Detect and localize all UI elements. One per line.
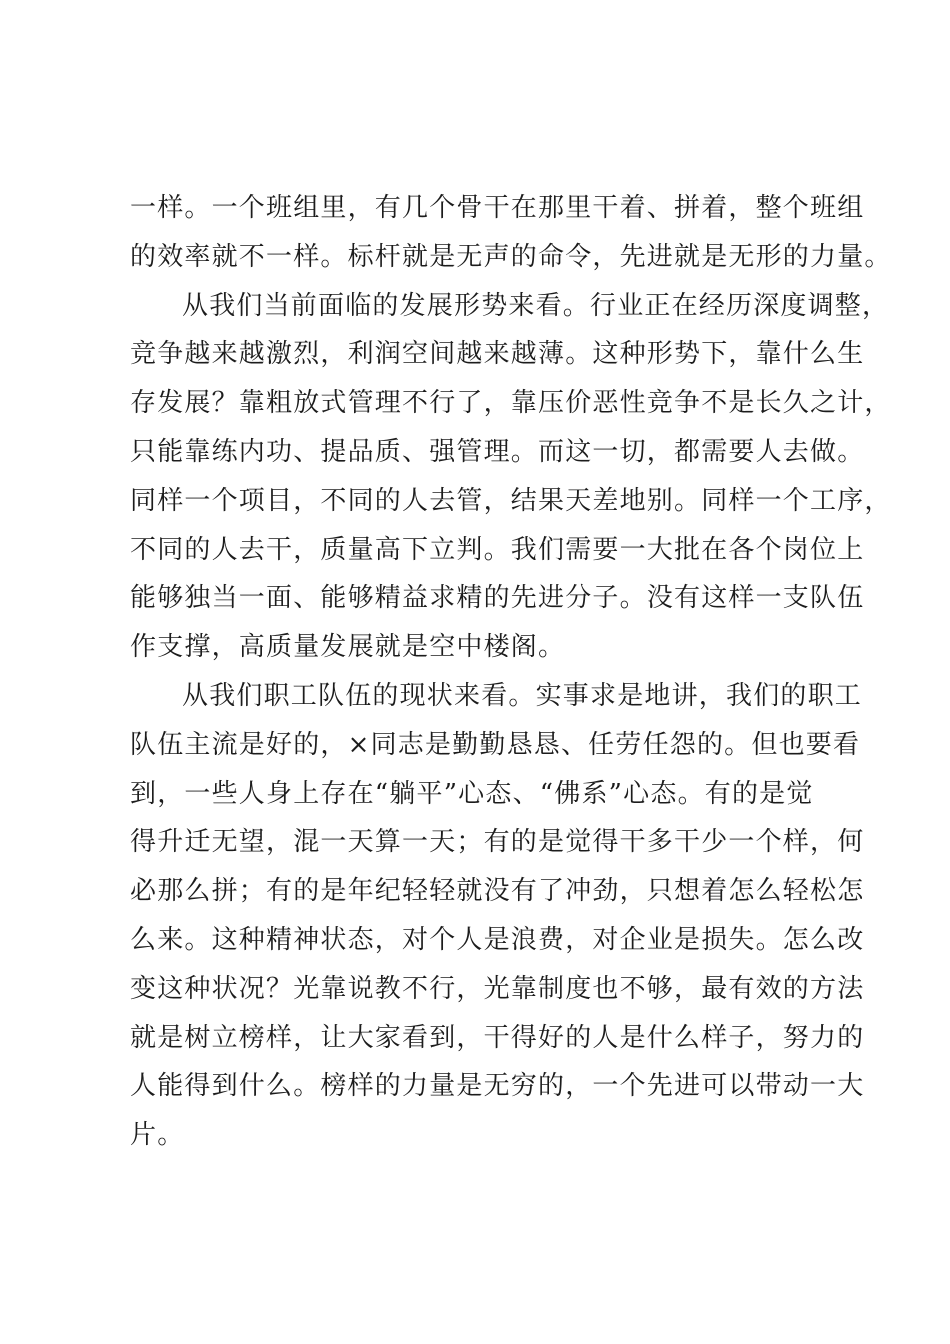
text-line: 队伍主流是好的，×同志是勤勤恳恳、任劳任怨的。但也要看: [130, 729, 861, 760]
paragraph-start-line: 从我们当前面临的发展形势来看。行业正在经历深度调整，: [182, 290, 890, 321]
text-line: 同样一个项目，不同的人去管，结果天差地别。同样一个工序，: [130, 485, 892, 516]
text-line: 作支撑，高质量发展就是空中楼阁。: [130, 632, 566, 663]
text-line: 必那么拼；有的是年纪轻轻就没有了冲劲，只想着怎么轻松怎: [130, 876, 865, 907]
text-line: 人能得到什么。榜样的力量是无穷的，一个先进可以带动一大: [130, 1071, 865, 1102]
text-line: 一样。一个班组里，有几个骨干在那里干着、拼着，整个班组: [130, 193, 865, 223]
text-line: 变这种状况？光靠说教不行，光靠制度也不够，最有效的方法: [130, 973, 865, 1004]
text-line: 得升迁无望，混一天算一天；有的是觉得干多干少一个样，何: [130, 827, 865, 858]
text-line: 么来。这种精神状态，对个人是浪费，对企业是损失。怎么改: [130, 924, 865, 955]
paragraph-start-line: 从我们职工队伍的现状来看。实事求是地讲，我们的职工: [182, 680, 863, 711]
text-line: 竞争越来越激烈，利润空间越来越薄。这种形势下，靠什么生: [130, 339, 865, 370]
text-line: 存发展？靠粗放式管理不行了，靠压价恶性竞争不是长久之计，: [130, 388, 892, 419]
text-line: 到，一些人身上存在“躺平”心态、“佛系”心态。有的是觉: [130, 778, 814, 809]
text-line: 能够独当一面、能够精益求精的先进分子。没有这样一支队伍: [130, 583, 865, 614]
text-line: 就是树立榜样，让大家看到，干得好的人是什么样子，努力的: [130, 1022, 865, 1053]
text-line: 只能靠练内功、提品质、强管理。而这一切，都需要人去做。: [130, 436, 865, 467]
text-line: 的效率就不一样。标杆就是无声的命令，先进就是无形的力量。: [130, 241, 892, 272]
text-line: 不同的人去干，质量高下立判。我们需要一大批在各个岗位上: [130, 534, 865, 565]
text-line: 片。: [130, 1120, 185, 1151]
body-text: [130, 184, 892, 1160]
